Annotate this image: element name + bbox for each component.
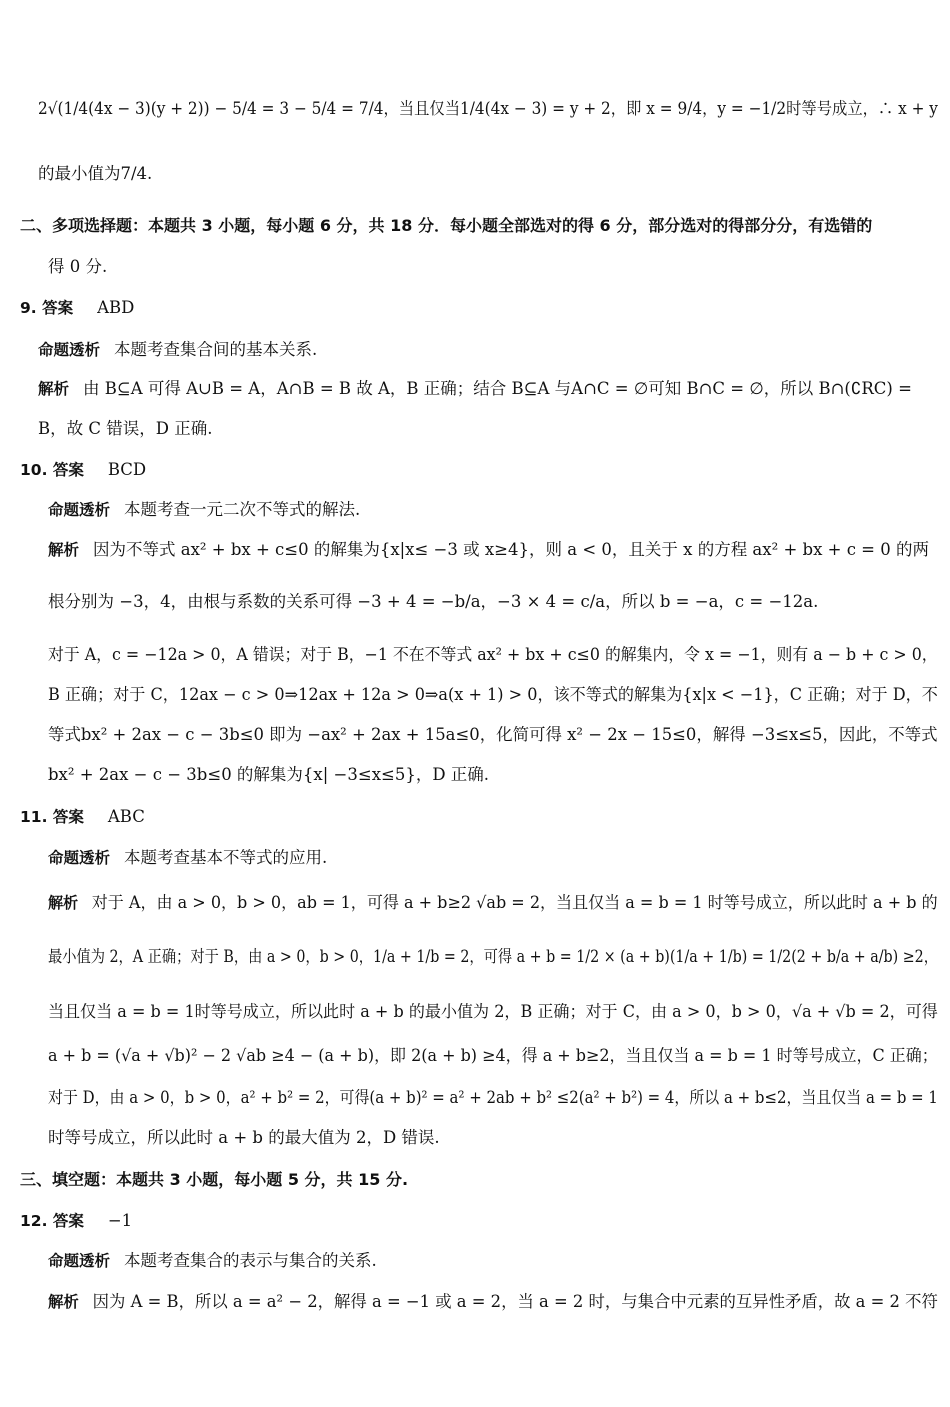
analysis-text: 由 B⊆A 可得 A∪B = A，A∩B = B 故 A，B 正确；结合 B⊆A 与A∩C = ∅可知 B∩C = ∅，所以 B∩(∁RC) = bbox=[83, 379, 912, 398]
answer-label: 11. 答案 bbox=[20, 808, 84, 826]
answer-row-9 bbox=[20, 296, 134, 320]
intent-row-9 bbox=[38, 338, 317, 362]
intent-label: 命题透析 bbox=[38, 341, 101, 359]
answer-value: BCD bbox=[107, 460, 147, 479]
analysis-row-11 bbox=[48, 891, 938, 915]
section-heading-multiple-choice: 二、多项选择题：本题共 3 小题，每小题 6 分，共 18 分．每小题全部选对的得 6 分，部分选对的得部分分，有选错的 bbox=[20, 216, 873, 235]
analysis-row-12 bbox=[48, 1290, 938, 1314]
line-20: 最小值为 2，A 正确；对于 B，由 a > 0，b > 0，1/a + 1/b = 2，可得 a + b = 1/2 × (a + b)(1/a + 1/b) = 1/2(2 + b/a + a/b) ≥2， bbox=[48, 947, 938, 966]
analysis-label: 解析 bbox=[48, 894, 79, 912]
intent-row-12 bbox=[48, 1249, 377, 1273]
intent-row-11 bbox=[48, 846, 327, 870]
analysis-label: 解析 bbox=[48, 541, 80, 559]
answer-row-10 bbox=[20, 458, 146, 482]
analysis-text: 因为不等式 ax² + bx + c≤0 的解集为{x|x≤ −3 或 x≥4}，则 a < 0，且关于 x 的方程 ax² + bx + c = 0 的两 bbox=[93, 540, 929, 559]
intent-text: 本题考查基本不等式的应用. bbox=[124, 848, 328, 867]
answer-row-11 bbox=[20, 805, 145, 829]
line-4: 得 0 分. bbox=[48, 257, 108, 276]
line-24: 时等号成立，所以此时 a + b 的最大值为 2，D 错误. bbox=[48, 1128, 440, 1147]
intent-label: 命题透析 bbox=[48, 501, 111, 519]
line-13: 对于 A，c = −12a > 0，A 错误；对于 B，−1 不在不等式 ax² + bx + c≤0 的解集内，令 x = −1，则有 a − b + c > 0， bbox=[48, 645, 938, 664]
answer-row-12 bbox=[20, 1209, 132, 1233]
line-14: B 正确；对于 C，12ax − c > 0⇒12ax + 12a > 0⇒a(x + 1) > 0，该不等式的解集为{x|x < −1}，C 正确；对于 D，不 bbox=[48, 685, 938, 704]
answer-label: 10. 答案 bbox=[20, 461, 84, 479]
line-16: bx² + 2ax − c − 3b≤0 的解集为{x| −3≤x≤5}，D 正确. bbox=[48, 765, 490, 784]
answer-value: ABC bbox=[107, 807, 145, 826]
analysis-text: 因为 A = B，所以 a = a² − 2，解得 a = −1 或 a = 2，当 a = 2 时，与集合中元素的互异性矛盾，故 a = 2 不符 bbox=[92, 1292, 938, 1311]
line-2: 的最小值为7/4. bbox=[38, 164, 153, 183]
answer-value: ABD bbox=[97, 298, 135, 317]
answer-value: −1 bbox=[107, 1211, 133, 1230]
analysis-label: 解析 bbox=[48, 1293, 79, 1311]
answer-label: 12. 答案 bbox=[20, 1212, 84, 1230]
line-15: 等式bx² + 2ax − c − 3b≤0 即为 −ax² + 2ax + 15a≤0，化简可得 x² − 2x − 15≤0，解得 −3≤x≤5，因此，不等式 bbox=[48, 725, 938, 744]
line-22: a + b = (√a + √b)² − 2 √ab ≥4 − (a + b)，即 2(a + b) ≥4，得 a + b≥2，当且仅当 a = b = 1 时等号成立，C 正确； bbox=[48, 1046, 938, 1065]
intent-text: 本题考查集合的表示与集合的关系. bbox=[124, 1251, 377, 1270]
analysis-text: 对于 A，由 a > 0，b > 0，ab = 1，可得 a + b≥2 √ab = 2，当且仅当 a = b = 1 时等号成立，所以此时 a + b 的 bbox=[91, 893, 938, 912]
section-heading-fill-in: 三、填空题：本题共 3 小题，每小题 5 分，共 15 分. bbox=[20, 1170, 409, 1189]
answer-label: 9. 答案 bbox=[20, 299, 74, 317]
line-1: 2√(1/4(4x − 3)(y + 2)) − 5/4 = 3 − 5/4 = 7/4，当且仅当1/4(4x − 3) = y + 2，即 x = 9/4，y = −1/2时等号成立，∴ x + y bbox=[38, 99, 938, 118]
intent-text: 本题考查集合间的基本关系. bbox=[114, 340, 318, 359]
line-23: 对于 D，由 a > 0，b > 0，a² + b² = 2，可得(a + b)² = a² + 2ab + b² ≤2(a² + b²) = 4，所以 a + b≤2，当且仅当 a = b = 1 bbox=[48, 1088, 938, 1107]
analysis-row-9 bbox=[38, 377, 912, 401]
intent-row-10 bbox=[48, 498, 360, 522]
line-12: 根分别为 −3，4，由根与系数的关系可得 −3 + 4 = −b/a，−3 × 4 = c/a，所以 b = −a，c = −12a. bbox=[48, 592, 819, 611]
intent-text: 本题考查一元二次不等式的解法. bbox=[124, 500, 361, 519]
intent-label: 命题透析 bbox=[48, 1252, 111, 1270]
analysis-row-10 bbox=[48, 538, 929, 562]
intent-label: 命题透析 bbox=[48, 849, 111, 867]
line-21: 当且仅当 a = b = 1时等号成立，所以此时 a + b 的最小值为 2，B 正确；对于 C，由 a > 0，b > 0，√a + √b = 2，可得 bbox=[48, 1002, 938, 1021]
analysis-label: 解析 bbox=[38, 380, 70, 398]
line-8: B，故 C 错误，D 正确. bbox=[38, 419, 213, 438]
